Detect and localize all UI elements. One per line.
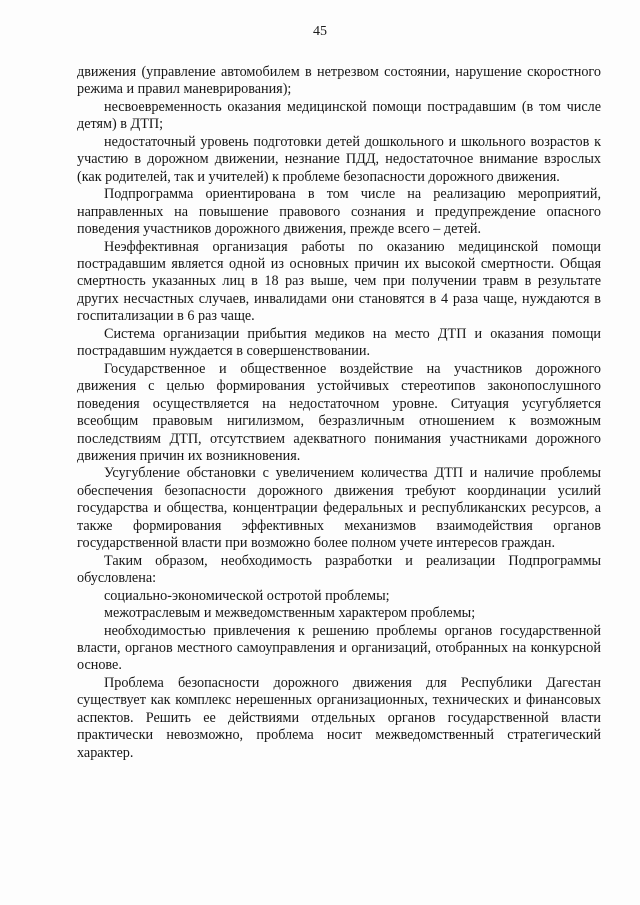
list-item: необходимостью привлечения к решению проблемы органов государственной власти, органов местного самоуправления и организаций, отобранных на конкурсной основе.	[77, 622, 601, 674]
paragraph: Подпрограмма ориентирована в том числе на реализацию мероприятий, направленных на повышение правового сознания и предупреждение опасного поведения участников дорожного движения, прежде всего – детей.	[77, 186, 601, 238]
document-body	[77, 64, 601, 762]
list-item: социально-экономической остротой проблемы;	[104, 587, 390, 604]
paragraph: Проблема безопасности дорожного движения для Республики Дагестан существует как комплекс нерешенных организационных, технических и финансовых аспектов. Решить ее действиями отдельных органов государственной власти практически невозможно, проблема носит межведомственный стратегический характер.	[77, 674, 601, 761]
paragraph: недостаточный уровень подготовки детей дошкольного и школьного возрастов к участию в дорожном движении, незнание ПДД, недостаточное внимание взрослых (как родителей, так и учителей) к проблеме безопасности дорожного движения.	[77, 133, 601, 185]
page-number: 45	[313, 24, 327, 39]
paragraph: движения (управление автомобилем в нетрезвом состоянии, нарушение скоростного режима и правил маневрирования);	[77, 64, 601, 98]
paragraph: Таким образом, необходимость разработки и реализации Подпрограммы обусловлена:	[77, 552, 601, 587]
list-item: межотраслевым и межведомственным характером проблемы;	[104, 605, 476, 622]
paragraph: несвоевременность оказания медицинской помощи пострадавшим (в том числе детям) в ДТП;	[77, 98, 601, 133]
paragraph: Усугубление обстановки с увеличением количества ДТП и наличие проблемы обеспечения безопасности дорожного движения требуют координации усилий государства и общества, концентрации федеральных и республиканских ресурсов, а также формирования эффективных механизмов взаимодействия органов государственной власти при возможно более полном учете интересов граждан.	[77, 465, 601, 552]
paragraph: Система организации прибытия медиков на место ДТП и оказания помощи пострадавшим нуждается в совершенствовании.	[77, 325, 601, 360]
paragraph: Государственное и общественное воздействие на участников дорожного движения с целью формирования устойчивых стереотипов законопослушного поведения осуществляется на недостаточном уровне. Ситуация усугубляется всеобщим правовым нигилизмом, безразличным отношением к возможным последствиям ДТП, отсутствием адекватного понимания участниками дорожного движения причин их возникновения.	[77, 360, 601, 464]
paragraph: Неэффективная организация работы по оказанию медицинской помощи пострадавшим является одной из основных причин их высокой смертности. Общая смертность указанных лиц в 18 раз выше, чем при получении травм в результате других несчастных случаев, инвалидами они становятся в 4 раза чаще, нуждаются в госпитализации в 6 раз чаще.	[77, 238, 601, 325]
